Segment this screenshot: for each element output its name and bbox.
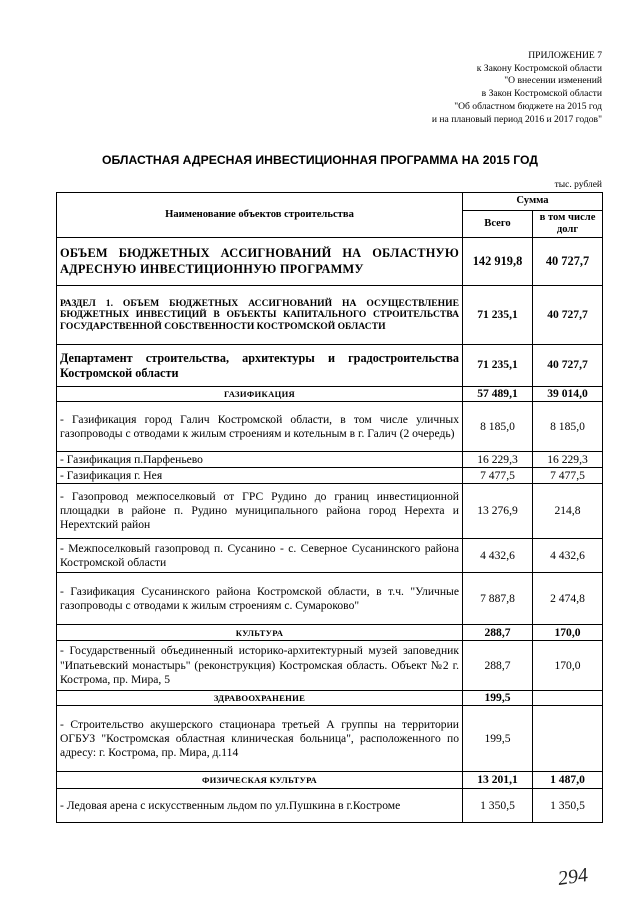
- row-total: 288,7: [463, 625, 533, 641]
- row-total: 13 276,9: [463, 484, 533, 539]
- table-row: [57, 387, 603, 402]
- row-name: ГАЗИФИКАЦИЯ: [57, 387, 463, 402]
- row-total: 142 919,8: [463, 238, 533, 286]
- row-debt: 170,0: [533, 641, 603, 691]
- row-debt: 170,0: [533, 625, 603, 641]
- page-number: 294: [556, 864, 590, 890]
- appendix-line: "О внесении изменений: [504, 75, 602, 87]
- row-debt: 2 474,8: [533, 573, 603, 625]
- investment-table: [56, 192, 603, 823]
- row-debt: 214,8: [533, 484, 603, 539]
- row-debt: 4 432,6: [533, 539, 603, 573]
- table-row: [57, 402, 603, 452]
- row-name: - Газификация город Галич Костромской области, в том числе уличных газопроводы с отводами к жилым строениям и котельным в г. Галич (2 очередь): [57, 402, 463, 452]
- table-row: [57, 625, 603, 641]
- header-name: Наименование объектов строительства: [57, 193, 463, 238]
- row-total: 199,5: [463, 691, 533, 706]
- row-total: 71 235,1: [463, 286, 533, 345]
- row-name: - Газификация Сусанинского района Костромской области, в т.ч. "Уличные газопроводы с отводами к жилым строениям с. Сумароково": [57, 573, 463, 625]
- header-sum: Сумма: [463, 193, 603, 211]
- table-row: [57, 345, 603, 387]
- row-name: Департамент строительства, архитектуры и градостроительства Костромской области: [57, 345, 463, 387]
- table-row: [57, 468, 603, 484]
- row-total: 8 185,0: [463, 402, 533, 452]
- row-total: 16 229,3: [463, 452, 533, 468]
- row-total: 57 489,1: [463, 387, 533, 402]
- row-total: 13 201,1: [463, 772, 533, 789]
- row-name: ЗДРАВООХРАНЕНИЕ: [57, 691, 463, 706]
- appendix-line: ПРИЛОЖЕНИЕ 7: [528, 50, 602, 61]
- table-row: [57, 286, 603, 345]
- row-debt: 7 477,5: [533, 468, 603, 484]
- table-row: [57, 691, 603, 706]
- row-name: - Газопровод межпоселковый от ГРС Рудино до границ инвестиционной площадки в районе п. Рудино муниципального района город Нерехта и Нерехтский район: [57, 484, 463, 539]
- table-row: [57, 452, 603, 468]
- appendix-line: и на плановый период 2016 и 2017 годов": [431, 113, 602, 125]
- table-row: [57, 772, 603, 789]
- appendix-block: [312, 50, 602, 126]
- row-total: 7 477,5: [463, 468, 533, 484]
- row-name: - Газификация п.Парфеньево: [57, 452, 463, 468]
- row-name: РАЗДЕЛ 1. ОБЪЕМ БЮДЖЕТНЫХ АССИГНОВАНИЙ НА ОСУЩЕСТВЛЕНИЕ БЮДЖЕТНЫХ ИНВЕСТИЦИЙ В ОБЪЕКТЫ КАПИТАЛЬНОГО СТРОИТЕЛЬСТВА ГОСУДАРСТВЕННОЙ СОБСТВЕННОСТИ КОСТРОМСКОЙ ОБЛАСТИ: [57, 286, 463, 345]
- row-total: 199,5: [463, 706, 533, 772]
- unit-label: тыс. рублей: [554, 180, 602, 190]
- row-total: 288,7: [463, 641, 533, 691]
- appendix-line: "Об областном бюджете на 2015 год: [454, 100, 602, 112]
- document-title: ОБЛАСТНАЯ АДРЕСНАЯ ИНВЕСТИЦИОННАЯ ПРОГРАММА НА 2015 ГОД: [101, 153, 538, 167]
- table-row: [57, 789, 603, 823]
- row-total: 71 235,1: [463, 345, 533, 387]
- table-row: [57, 641, 603, 691]
- row-debt: 40 727,7: [533, 345, 603, 387]
- appendix-line: в Закон Костромской области: [481, 88, 602, 100]
- row-total: 1 350,5: [463, 789, 533, 823]
- table-row: [57, 706, 603, 772]
- header-total: Всего: [463, 211, 533, 238]
- row-debt: 8 185,0: [533, 402, 603, 452]
- row-debt: [533, 706, 603, 772]
- appendix-line: к Закону Костромской области: [476, 62, 602, 74]
- row-name: ОБЪЕМ БЮДЖЕТНЫХ АССИГНОВАНИЙ НА ОБЛАСТНУЮ АДРЕСНУЮ ИНВЕСТИЦИОННУЮ ПРОГРАММУ: [57, 238, 463, 286]
- row-total: 4 432,6: [463, 539, 533, 573]
- row-debt: 1 487,0: [533, 772, 603, 789]
- table-row: [57, 539, 603, 573]
- row-debt: 1 350,5: [533, 789, 603, 823]
- row-name: - Межпоселковый газопровод п. Сусанино - с. Северное Сусанинского района Костромской области: [57, 539, 463, 573]
- header-debt: в том числе долг: [533, 211, 603, 238]
- row-total: 7 887,8: [463, 573, 533, 625]
- row-name: - Строительство акушерского стационара третьей А группы на территории ОГБУЗ "Костромская областная клиническая больница", расположенного по адресу: г. Кострома, пр. Мира, д.114: [57, 706, 463, 772]
- table-row: [57, 484, 603, 539]
- table-row: [57, 238, 603, 286]
- row-debt: 40 727,7: [533, 238, 603, 286]
- row-name: ФИЗИЧЕСКАЯ КУЛЬТУРА: [57, 772, 463, 789]
- table-row: [57, 573, 603, 625]
- row-debt: [533, 691, 603, 706]
- row-name: КУЛЬТУРА: [57, 625, 463, 641]
- row-debt: 39 014,0: [533, 387, 603, 402]
- row-debt: 40 727,7: [533, 286, 603, 345]
- row-name: - Газификация г. Нея: [57, 468, 463, 484]
- row-name: - Государственный объединенный историко-архитектурный музей заповедник "Ипатьевский монастырь" (реконструкция) Костромская область. Объект №2 г. Кострома, пр. Мира, 5: [57, 641, 463, 691]
- row-name: - Ледовая арена с искусственным льдом по ул.Пушкина в г.Костроме: [57, 789, 463, 823]
- row-debt: 16 229,3: [533, 452, 603, 468]
